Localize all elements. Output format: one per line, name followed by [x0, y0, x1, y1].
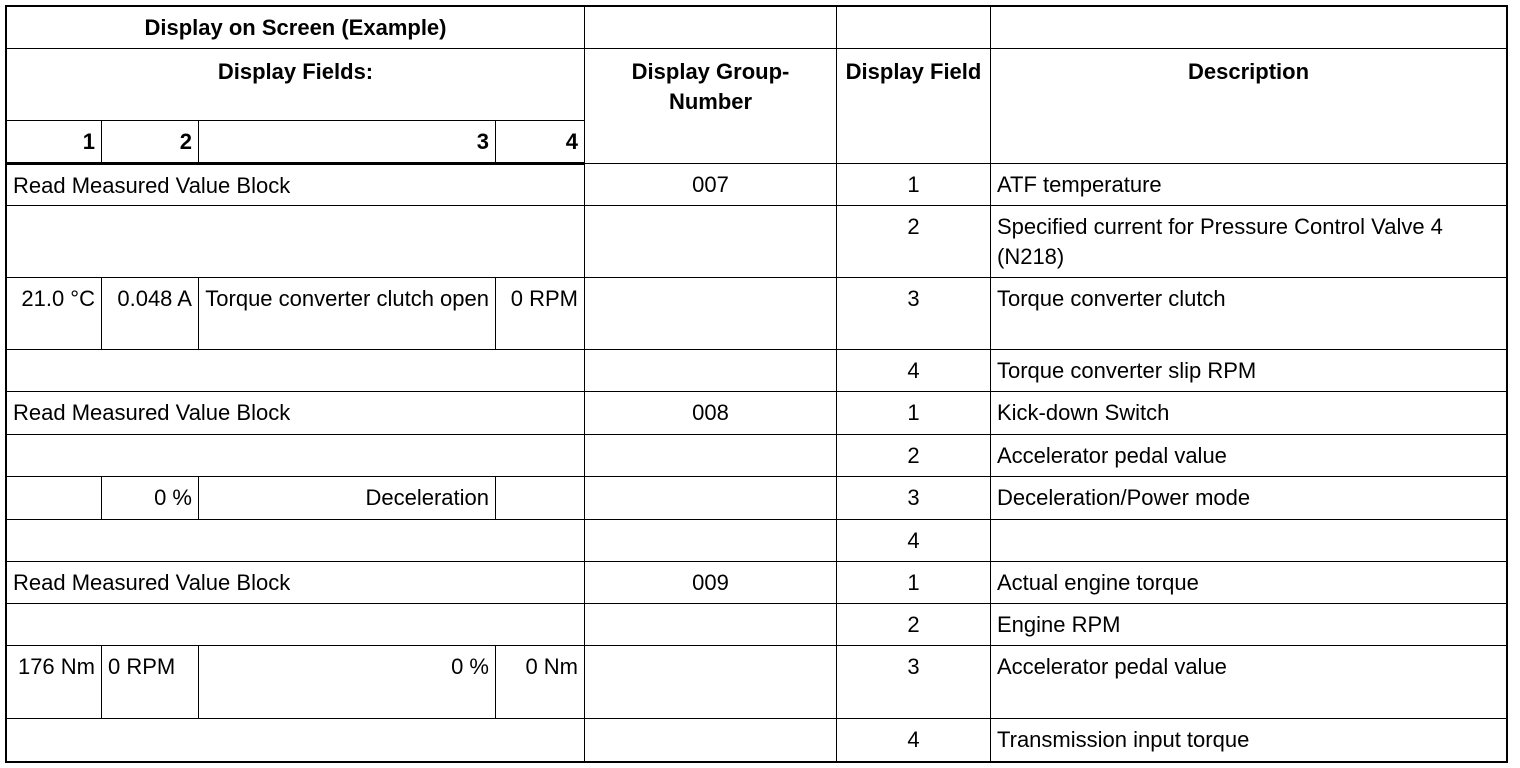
display-field-number: 1	[837, 562, 991, 604]
group-number: 009	[585, 562, 837, 604]
field-value-4: 0 RPM	[496, 278, 585, 350]
group-number	[585, 519, 837, 561]
display-field-number: 4	[837, 718, 991, 761]
field-value-1: 176 Nm	[7, 646, 102, 718]
group-number	[585, 434, 837, 476]
description-cell: Torque converter clutch	[991, 278, 1507, 350]
block-label	[7, 434, 585, 476]
group-number: 007	[585, 163, 837, 205]
field-number-1: 1	[7, 121, 102, 163]
block-label	[7, 350, 585, 392]
display-field-number: 2	[837, 604, 991, 646]
group-number	[585, 205, 837, 277]
header-row-fields	[7, 49, 1507, 121]
description-cell: Engine RPM	[991, 604, 1507, 646]
field-value-1	[7, 476, 102, 519]
group-number	[585, 476, 837, 519]
table-row	[7, 350, 1507, 392]
field-value-4	[496, 476, 585, 519]
field-value-2: 0 %	[102, 476, 199, 519]
table-row	[7, 163, 1507, 205]
description-cell: ATF temperature	[991, 163, 1507, 205]
field-value-2: 0.048 A	[102, 278, 199, 350]
display-field-number: 3	[837, 476, 991, 519]
field-value-3: Torque converter clutch open	[199, 278, 496, 350]
group-number	[585, 604, 837, 646]
field-value-4: 0 Nm	[496, 646, 585, 718]
description-cell: Actual engine torque	[991, 562, 1507, 604]
field-value-3: 0 %	[199, 646, 496, 718]
display-field-number: 3	[837, 278, 991, 350]
description-cell	[991, 519, 1507, 561]
display-fields-title: Display Fields:	[7, 49, 585, 121]
display-field-number: 1	[837, 163, 991, 205]
group-number	[585, 718, 837, 761]
display-field-number: 1	[837, 392, 991, 434]
block-label	[7, 718, 585, 761]
table-row	[7, 604, 1507, 646]
table-row	[7, 205, 1507, 277]
field-value-2: 0 RPM	[102, 646, 199, 718]
display-field-number: 2	[837, 434, 991, 476]
table-row	[7, 646, 1507, 718]
description-cell: Accelerator pedal value	[991, 646, 1507, 718]
group-number	[585, 278, 837, 350]
table-row	[7, 392, 1507, 434]
field-number-2: 2	[102, 121, 199, 163]
display-field-number: 2	[837, 205, 991, 277]
group-number: 008	[585, 392, 837, 434]
group-number-header: Display Group-Number	[585, 49, 837, 163]
description-cell: Transmission input torque	[991, 718, 1507, 761]
display-field-header: Display Field	[837, 49, 991, 163]
description-cell: Torque converter slip RPM	[991, 350, 1507, 392]
description-cell: Deceleration/Power mode	[991, 476, 1507, 519]
description-cell: Accelerator pedal value	[991, 434, 1507, 476]
table-row	[7, 476, 1507, 519]
group-number	[585, 350, 837, 392]
description-header: Description	[991, 49, 1507, 163]
group-number	[585, 646, 837, 718]
display-field-number: 4	[837, 519, 991, 561]
measured-value-table	[6, 6, 1507, 762]
block-label: Read Measured Value Block	[7, 163, 585, 205]
block-label: Read Measured Value Block	[7, 392, 585, 434]
description-cell: Kick-down Switch	[991, 392, 1507, 434]
display-field-number: 4	[837, 350, 991, 392]
description-cell: Specified current for Pressure Control Valve 4 (N218)	[991, 205, 1507, 277]
table-row	[7, 519, 1507, 561]
block-label	[7, 205, 585, 277]
table-row	[7, 434, 1507, 476]
block-label	[7, 519, 585, 561]
table-row	[7, 278, 1507, 350]
screen-title: Display on Screen (Example)	[7, 7, 585, 49]
display-field-number: 3	[837, 646, 991, 718]
block-label	[7, 604, 585, 646]
header-row-screen	[7, 7, 1507, 49]
table-row	[7, 718, 1507, 761]
table-row	[7, 562, 1507, 604]
field-value-1: 21.0 °C	[7, 278, 102, 350]
field-value-3: Deceleration	[199, 476, 496, 519]
field-number-3: 3	[199, 121, 496, 163]
block-label: Read Measured Value Block	[7, 562, 585, 604]
field-number-4: 4	[496, 121, 585, 163]
